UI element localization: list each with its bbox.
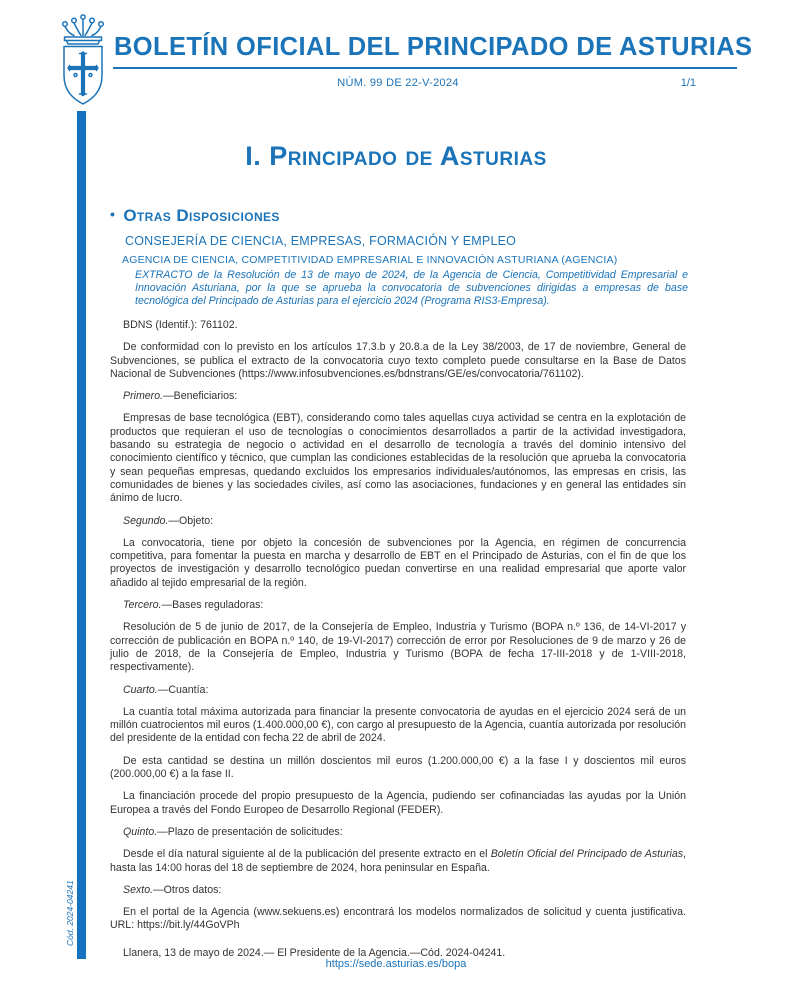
heading-tercero-lead: Tercero.	[123, 599, 162, 612]
signature-line: Llanera, 13 de mayo de 2024.— El Presidente de la Agencia.—Cód. 2024-04241.	[123, 946, 506, 959]
bdns-line: BDNS (Identif.): 761102.	[123, 319, 238, 331]
paragraph-cuantia-1: La cuantía total máxima autorizada para financiar la presente convocatoria de ayudas en el ejercicio 2024 será de un millón cuatrocientos mil euros (1.400.000,00 €), con cargo al presupuesto de la Agencia, cuantía autorizada por resolución del presidente de la entidad con fecha 22 de abril de 2024.	[110, 705, 686, 745]
heading-tercero	[110, 599, 686, 612]
heading-segundo	[110, 515, 686, 528]
category-label: Otras Disposiciones	[123, 206, 280, 225]
heading-tercero-rest: —Bases reguladoras:	[161, 599, 264, 612]
paragraph-plazo-post: , hasta las 14:00 horas del 18 de septiembre de 2024, hora peninsular en España.	[110, 848, 686, 874]
extract-abstract: EXTRACTO de la Resolución de 13 de mayo de 2024, de la Agencia de Ciencia, Competitividad Empresarial e Innovación Asturiana, por la que se aprueba la convocatoria de subvenciones dirigidas a empresas de base tecnológica del Principado de Asturias para el ejercicio 2024 (Programa RIS3-Empresa).	[135, 269, 688, 308]
heading-quinto-rest: —Plazo de presentación de solicitudes:	[157, 825, 343, 838]
paragraph-conformidad: De conformidad con lo previsto en los artículos 17.3.b y 20.8.a de la Ley 38/2003, de 17 de noviembre, General de Subvenciones, se publica el extracto de la convocatoria cuyo texto completo puede consultarse en la Base de Datos Nacional de Subvenciones (https://www.infosubvenciones.es/bdnstrans/GE/es/convocatoria/761102).	[110, 341, 686, 380]
heading-primero-rest: —Beneficiarios:	[163, 390, 238, 403]
heading-cuarto	[110, 684, 686, 697]
document-body	[110, 319, 686, 969]
paragraph-plazo-bopa-italic: Boletín Oficial del Principado de Asturias	[490, 848, 684, 861]
heading-primero	[110, 390, 686, 403]
heading-sexto-rest: —Otros datos:	[153, 883, 222, 896]
paragraph-objeto: La convocatoria, tiene por objeto la concesión de subvenciones por la Agencia, en régimen de concurrencia competitiva, para fomentar la puesta en marcha y desarrollo de EBT en el Principado de Asturias, con el fin de que los proyectos de investigación y desarrollo tecnológico puedan convertirse en una realidad empresarial que aporte valor añadido al tejido empresarial de la región.	[110, 536, 686, 589]
paragraph-cuantia-2: De esta cantidad se destina un millón doscientos mil euros (1.200.000,00 €) a la fase I y doscientos mil euros (200.000,00 €) a la fase II.	[110, 754, 686, 781]
heading-segundo-rest: —Objeto:	[168, 514, 214, 527]
heading-sexto-lead: Sexto.	[123, 883, 154, 896]
side-accent-bar	[77, 111, 86, 959]
heading-quinto	[110, 826, 686, 839]
paragraph-bases: Resolución de 5 de junio de 2017, de la Consejería de Empleo, Industria y Turismo (BOPA n.º 136, de 14-VI-2017 y corrección de publicación en BOPA n.º 140, de 19-VI-2017) corrección de error por Resoluciones de 9 de marzo y 26 de julio de 2018, de la Consejería de Empleo, Industria y Turismo (BOPA de fecha 17-III-2018 y de 1-VIII-2018, respectivamente).	[110, 621, 686, 674]
heading-quinto-lead: Quinto.	[123, 825, 158, 838]
paragraph-plazo	[110, 848, 686, 875]
heading-sexto	[110, 884, 686, 897]
issue-number: NÚM. 99 DE 22-V-2024	[337, 77, 459, 89]
heading-primero-lead: Primero.	[123, 390, 164, 403]
section-title: I. Principado de Asturias	[245, 141, 547, 171]
asturias-coat-of-arms-icon	[56, 13, 110, 110]
heading-segundo-lead: Segundo.	[123, 514, 169, 527]
paragraph-otros-datos: En el portal de la Agencia (www.sekuens.es) encontrará los modelos normalizados de solicitud y cuenta justificativa. URL: https://bit.ly/44GoVPh	[110, 906, 686, 932]
side-document-code: Cód. 2024-04241	[65, 880, 75, 946]
paragraph-beneficiarios: Empresas de base tecnológica (EBT), considerando como tales aquellas cuya actividad se centra en la explotación de productos que requieran el uso de tecnologías o conocimientos desarrollados a partir de la actividad investigadora, basando su estrategia de negocio o actividad en el desarrollo de tecnología a través del dominio intensivo del conocimiento científico y técnico, que cumplan las condiciones establecidas de la resolución que aprueba la convocatoria y sean pequeñas empresas, quedando excluidos los empresarios individuales/autónomos, las empresas en crisis, las comunidades de bienes y las sociedades civiles, así como las asociaciones, fundaciones y en general las entidades sin ánimo de lucro.	[110, 412, 686, 505]
bullet-icon: •	[110, 206, 116, 222]
agency-heading: AGENCIA DE CIENCIA, COMPETITIVIDAD EMPRESARIAL E INNOVACIÓN ASTURIANA (AGENCIA)	[122, 254, 618, 266]
footer	[0, 958, 792, 970]
footer-sede-link[interactable]: https://sede.asturias.es/bopa	[325, 958, 467, 970]
heading-cuarto-rest: —Cuantía:	[157, 683, 209, 696]
department-heading: CONSEJERÍA DE CIENCIA, EMPRESAS, FORMACIÓN Y EMPLEO	[125, 234, 517, 248]
paragraph-cuantia-3: La financiación procede del propio presupuesto de la Agencia, pudiendo ser cofinanciadas las ayudas por la Unión Europea a través del Fondo Europeo de Desarrollo Regional (FEDER).	[110, 790, 686, 816]
masthead-title: BOLETÍN OFICIAL DEL PRINCIPADO DE ASTURIAS	[114, 31, 753, 61]
heading-cuarto-lead: Cuarto.	[123, 683, 158, 696]
page-indicator: 1/1	[680, 77, 696, 89]
paragraph-plazo-pre: Desde el día natural siguiente al de la publicación del presente extracto en el	[123, 848, 491, 861]
category-heading	[110, 206, 686, 226]
masthead-rule	[113, 67, 737, 69]
